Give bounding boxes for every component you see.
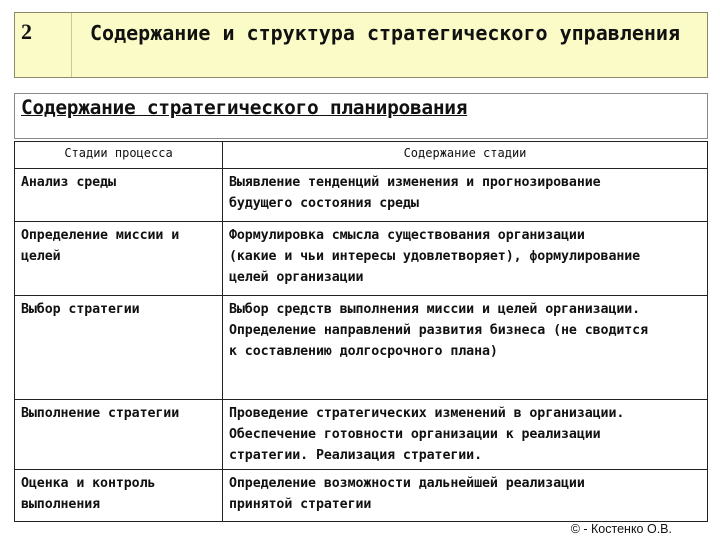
slide-title: Содержание и структура стратегического управления xyxy=(90,21,681,45)
slide-header xyxy=(14,12,708,78)
content-cell: Формулировка смысла существования организации (какие и чьи интересы удовлетворяет), формулирование целей организации xyxy=(229,228,641,285)
stage-cell: Выполнение стратегии xyxy=(15,400,223,469)
section-heading: Содержание стратегического планирования xyxy=(21,96,468,119)
header-divider xyxy=(71,13,72,77)
content-cell: Выявление тенденций изменения и прогнозирование будущего состояния среды xyxy=(229,175,601,211)
stages-table xyxy=(14,141,708,522)
slide-number: 2 xyxy=(21,19,32,44)
table-row xyxy=(15,399,707,469)
stage-cell: Оценка и контроль выполнения xyxy=(15,470,223,522)
table-row xyxy=(15,221,707,295)
copyright-footer: © - Костенко О.В. xyxy=(570,522,672,536)
table-row xyxy=(15,168,707,221)
content-cell: Определение возможности дальнейшей реализации принятой стратегии xyxy=(229,476,585,512)
stage-cell: Выбор стратегии xyxy=(15,296,223,399)
section-heading-box xyxy=(14,93,708,139)
stage-cell: Определение миссии и целей xyxy=(15,222,223,295)
table-row xyxy=(15,469,707,522)
content-cell: Выбор средств выполнения миссии и целей организации. Определение направлений развития бизнеса (не сводится к составлению долгосрочного плана) xyxy=(229,302,648,359)
column-header-stage: Стадии процесса xyxy=(15,142,223,168)
stage-cell: Анализ среды xyxy=(15,169,223,221)
table-row xyxy=(15,295,707,399)
table-header-row xyxy=(15,142,707,168)
content-cell: Проведение стратегических изменений в организации. Обеспечение готовности организации к реализации стратегии. Реализация стратегии. xyxy=(229,406,625,463)
column-header-content: Содержание стадии xyxy=(403,146,527,160)
